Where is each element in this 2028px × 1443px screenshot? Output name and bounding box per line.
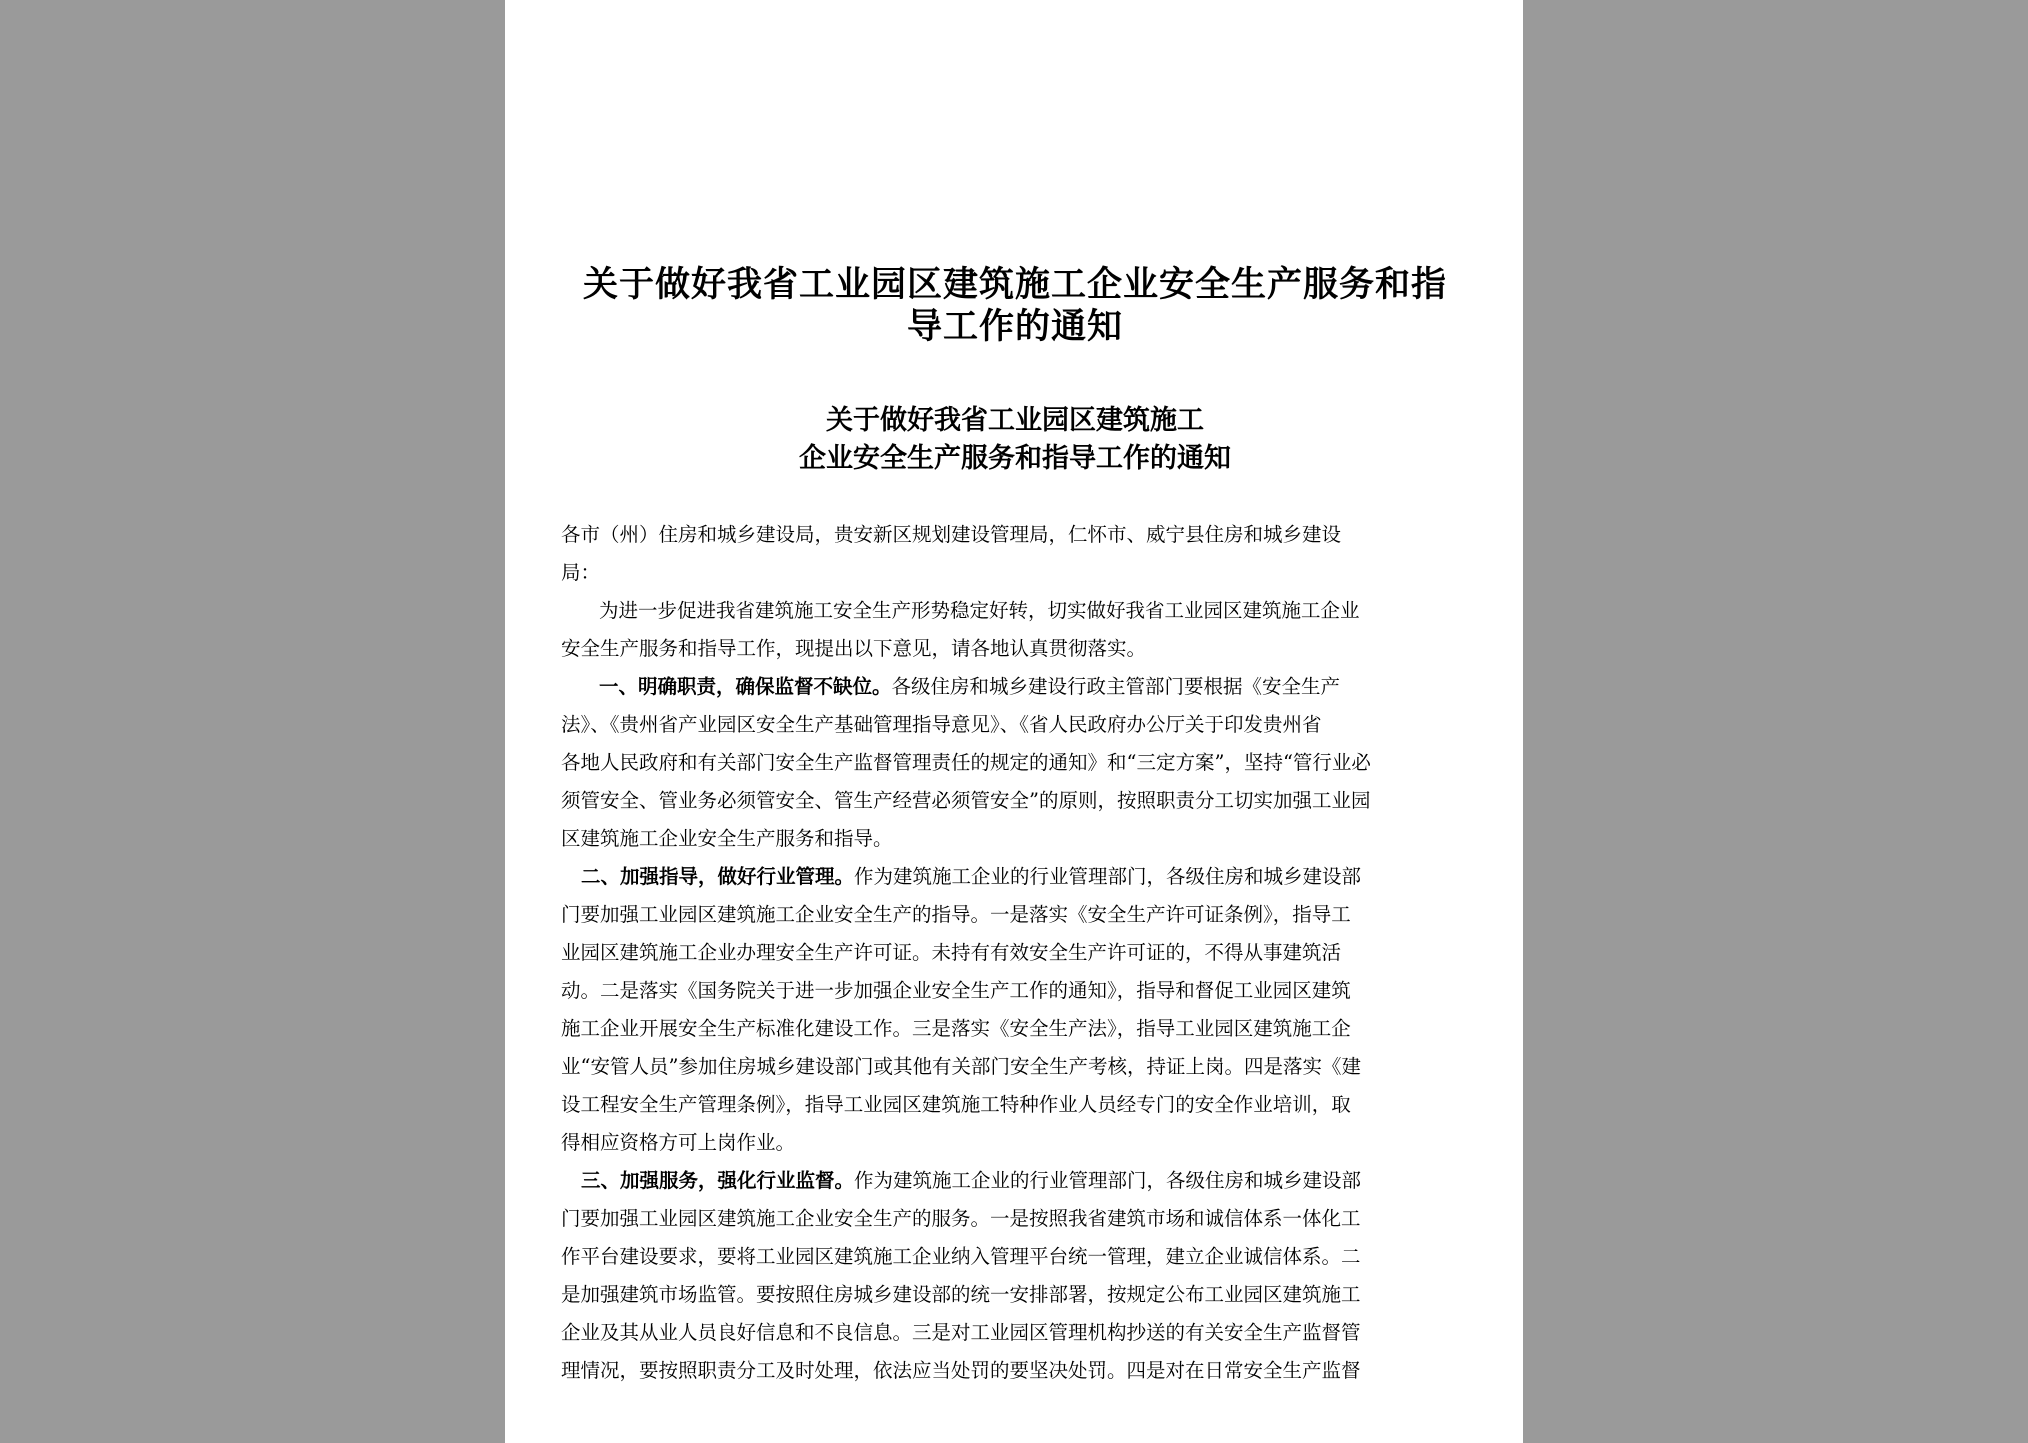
section3-first-line-text: 作为建筑施工企业的行业管理部门，各级住房和城乡建设部 [854,1169,1362,1192]
section3-heading: 三、加强服务，强化行业监督。 [581,1169,855,1192]
section3-line: 理情况，要按照职责分工及时处理，依法应当处罚的要坚决处罚。四是对在日常安全生产监督 [561,1359,1361,1382]
intro-line: 为进一步促进我省建筑施工安全生产形势稳定好转，切实做好我省工业园区建筑施工企业 [599,599,1360,622]
section1-first-line-text: 各级住房和城乡建设行政主管部门要根据《安全生产 [891,675,1341,698]
section3-first-line [561,1162,1467,1200]
section2-line: 门要加强工业园区建筑施工企业安全生产的指导。一是落实《安全生产许可证条例》，指导工 [561,903,1351,926]
title-line: 导工作的通知 [906,306,1123,347]
addressee-line: 局： [561,561,601,584]
section1-line: 区建筑施工企业安全生产服务和指导。 [561,827,893,850]
section2-line: 设工程安全生产管理条例》，指导工业园区建筑施工特种作业人员经专门的安全作业培训，取 [561,1093,1351,1116]
section1-heading: 一、明确职责，确保监督不缺位。 [599,675,892,698]
section3-line: 企业及其从业人员良好信息和不良信息。三是对工业园区管理机构抄送的有关安全生产监督管 [561,1321,1361,1344]
section2-line: 业“安管人员”参加住房城乡建设部门或其他有关部门安全生产考核，持证上岗。四是落实《建 [561,1055,1361,1078]
document-page [505,0,1523,1443]
section2-heading: 二、加强指导，做好行业管理。 [581,865,855,888]
document-body [561,516,1467,1390]
section3-line: 是加强建筑市场监管。要按照住房城乡建设部的统一安排部署，按规定公布工业园区建筑施工 [561,1283,1361,1306]
section2-line: 施工企业开展安全生产标准化建设工作。三是落实《安全生产法》，指导工业园区建筑施工企 [561,1017,1351,1040]
section2-line: 得相应资格方可上岗作业。 [561,1131,796,1154]
section1-line: 法》、《贵州省产业园区安全生产基础管理指导意见》、《省人民政府办公厅关于印发贵州省 [561,713,1322,736]
section1-line: 各地人民政府和有关部门安全生产监督管理责任的规定的通知》和“三定方案”，坚持“管行业必 [561,751,1371,774]
section3-line: 作平台建设要求，要将工业园区建筑施工企业纳入管理平台统一管理，建立企业诚信体系。二 [561,1245,1361,1268]
intro-line: 安全生产服务和指导工作，现提出以下意见，请各地认真贯彻落实。 [561,637,1147,660]
document-title [565,264,1465,348]
title-line: 关于做好我省工业园区建筑施工企业安全生产服务和指 [582,264,1447,305]
section2-first-line [561,858,1467,896]
section2-first-line-text: 作为建筑施工企业的行业管理部门，各级住房和城乡建设部 [854,865,1362,888]
subtitle-line: 关于做好我省工业园区建筑施工 [826,405,1204,436]
document-subtitle [565,402,1465,478]
addressee-line: 各市（州）住房和城乡建设局，贵安新区规划建设管理局，仁怀市、威宁县住房和城乡建设 [561,523,1342,546]
section2-line: 业园区建筑施工企业办理安全生产许可证。未持有有效安全生产许可证的，不得从事建筑活 [561,941,1342,964]
subtitle-line: 企业安全生产服务和指导工作的通知 [799,443,1231,474]
section1-line: 须管安全、管业务必须管安全、管生产经营必须管安全”的原则，按照职责分工切实加强工业园 [561,789,1371,812]
section3-line: 门要加强工业园区建筑施工企业安全生产的服务。一是按照我省建筑市场和诚信体系一体化工 [561,1207,1361,1230]
section1-first-line [561,668,1467,706]
section2-line: 动。二是落实《国务院关于进一步加强企业安全生产工作的通知》，指导和督促工业园区建筑 [561,979,1351,1002]
